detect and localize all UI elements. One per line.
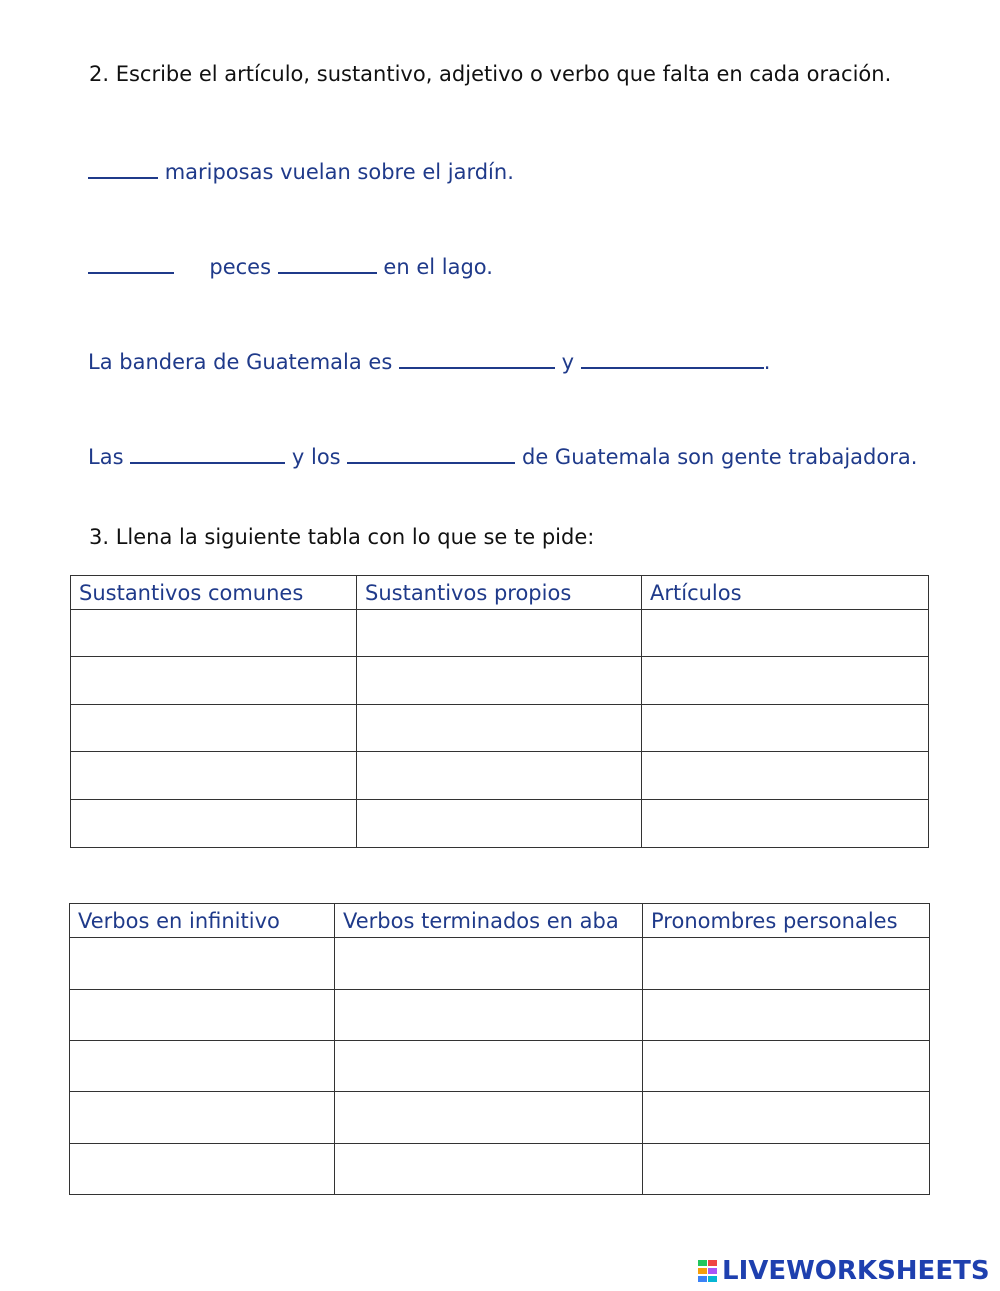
table-verbs-pronouns — [69, 903, 930, 1195]
table-cell[interactable] — [71, 657, 357, 705]
sentence-3 — [88, 347, 770, 374]
header-personal-pronouns: Pronombres personales — [643, 904, 930, 938]
table-cell[interactable] — [357, 705, 642, 752]
sentence-2-end: en el lago. — [383, 255, 493, 279]
table-nouns-articles — [70, 575, 929, 848]
table-cell[interactable] — [643, 1144, 930, 1195]
sentence-3-start: La bandera de Guatemala es — [88, 350, 393, 374]
table-cell[interactable] — [70, 1144, 335, 1195]
table-row — [70, 990, 930, 1041]
table-row — [70, 1144, 930, 1195]
table-cell[interactable] — [71, 752, 357, 800]
table-cell[interactable] — [335, 1144, 643, 1195]
liveworksheets-logo-icon — [698, 1258, 720, 1284]
table-cell[interactable] — [642, 657, 929, 705]
table-row — [71, 610, 929, 657]
table-cell[interactable] — [643, 1041, 930, 1092]
table-cell[interactable] — [70, 1092, 335, 1144]
sentence-4-end: de Guatemala son gente trabajadora. — [522, 445, 918, 469]
sentence-3-end: . — [763, 350, 771, 374]
logo-text: LIVEWORKSHEETS — [722, 1256, 990, 1286]
table-cell[interactable] — [643, 1092, 930, 1144]
sentence-3-middle: y — [561, 350, 575, 374]
blank-input-5[interactable] — [581, 347, 764, 369]
blank-input-2[interactable] — [88, 252, 174, 274]
question-3-heading: 3. Llena la siguiente tabla con lo que se te pide: — [89, 525, 595, 549]
table-cell[interactable] — [70, 990, 335, 1041]
blank-input-7[interactable] — [347, 442, 515, 464]
table-cell[interactable] — [357, 800, 642, 848]
sentence-2 — [88, 252, 493, 279]
question-2-heading: 2. Escribe el artículo, sustantivo, adjetivo o verbo que falta en cada oración. — [89, 62, 892, 86]
table-row — [71, 752, 929, 800]
blank-input-4[interactable] — [399, 347, 555, 369]
table-cell[interactable] — [71, 610, 357, 657]
table-cell[interactable] — [642, 800, 929, 848]
header-proper-nouns: Sustantivos propios — [357, 576, 642, 610]
table-row — [70, 1041, 930, 1092]
table-cell[interactable] — [357, 657, 642, 705]
table-row — [70, 938, 930, 990]
header-aba-verbs: Verbos terminados en aba — [335, 904, 643, 938]
table-cell[interactable] — [643, 990, 930, 1041]
header-articles: Artículos — [642, 576, 929, 610]
table-cell[interactable] — [357, 610, 642, 657]
header-infinitive-verbs: Verbos en infinitivo — [70, 904, 335, 938]
table-cell[interactable] — [642, 752, 929, 800]
table-cell[interactable] — [70, 1041, 335, 1092]
sentence-4-start: Las — [88, 445, 124, 469]
table-cell[interactable] — [357, 752, 642, 800]
table-cell[interactable] — [643, 938, 930, 990]
table-cell[interactable] — [335, 1041, 643, 1092]
table-row — [71, 705, 929, 752]
table-cell[interactable] — [642, 705, 929, 752]
sentence-1-text: mariposas vuelan sobre el jardín. — [164, 160, 514, 184]
table-row — [71, 657, 929, 705]
table-header-row — [70, 904, 930, 938]
sentence-1 — [88, 157, 514, 184]
sentence-2-middle: peces — [209, 255, 272, 279]
sentence-4 — [88, 442, 917, 469]
table-cell[interactable] — [335, 990, 643, 1041]
table-row — [70, 1092, 930, 1144]
table-cell[interactable] — [71, 800, 357, 848]
table-cell[interactable] — [71, 705, 357, 752]
table-row — [71, 800, 929, 848]
blank-input-3[interactable] — [278, 252, 377, 274]
blank-input-1[interactable] — [88, 157, 158, 179]
liveworksheets-logo[interactable] — [698, 1254, 990, 1288]
table-cell[interactable] — [335, 1092, 643, 1144]
sentence-4-middle: y los — [291, 445, 341, 469]
header-common-nouns: Sustantivos comunes — [71, 576, 357, 610]
blank-input-6[interactable] — [130, 442, 285, 464]
table-header-row — [71, 576, 929, 610]
table-cell[interactable] — [70, 938, 335, 990]
table-cell[interactable] — [642, 610, 929, 657]
table-cell[interactable] — [335, 938, 643, 990]
